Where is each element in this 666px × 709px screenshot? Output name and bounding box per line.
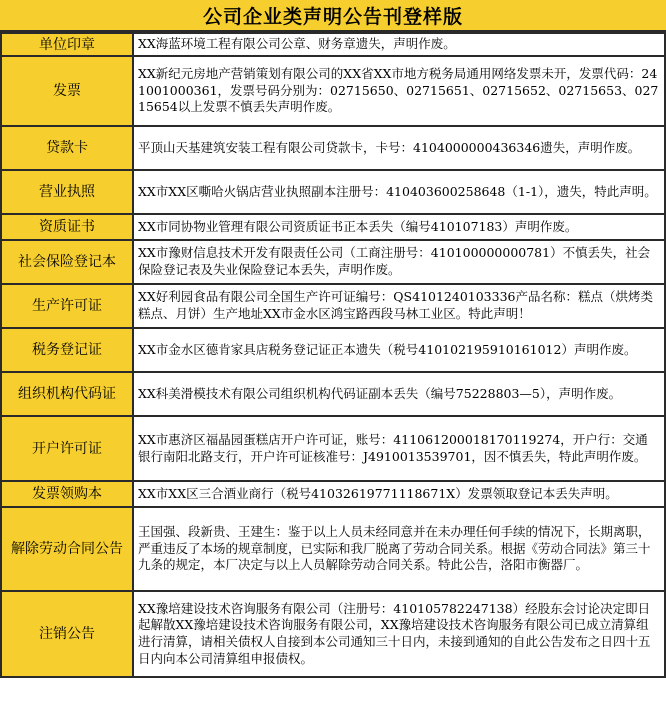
- page-title: 公司企业类声明公告刊登样版: [202, 5, 463, 28]
- notice-text-cell: XX市同协物业管理有限公司资质证书正本丢失（编号410107183）声明作废。: [133, 214, 665, 240]
- notice-text-cell: XX市XX区三合酒业商行（税号41032619771118671X）发票领取登记本丢失声明。: [133, 481, 665, 507]
- table-row: [1, 507, 665, 591]
- notice-table: [0, 32, 666, 678]
- table-row: [1, 416, 665, 481]
- category-cell: 税务登记证: [1, 328, 133, 372]
- table-row: [1, 284, 665, 328]
- category-cell: 发票: [1, 56, 133, 126]
- table-row: [1, 481, 665, 507]
- notice-text-cell: XX市惠济区福晶园蛋糕店开户许可证，账号：41106120001817011927​4，开户行：交通银行南阳北路支行，开户许可证核准号：J4910013539701，因不慎丢失，特此声明作废。: [133, 416, 665, 481]
- category-cell: 营业执照: [1, 170, 133, 214]
- notice-text-cell: XX豫培建设技术咨询服务有限公司（注册号：410105782247138）经股东会讨论决定即日起解散XX豫培建设技术咨询服务有限公司，XX豫培建设技术咨询服务有限公司已成立清算组进行清算，请相关债权人自接到本公司通知三十日内，未接到通知的自此公告发布之日四十五日内向本公司清算组申报债权。: [133, 591, 665, 677]
- table-row: [1, 591, 665, 677]
- category-cell: 社会保险登记本: [1, 240, 133, 284]
- table-row: [1, 240, 665, 284]
- table-row: [1, 372, 665, 416]
- category-cell: 注销公告: [1, 591, 133, 677]
- notice-text-cell: XX市金水区德肯家具店税务登记证正本遗失（税号410102195910161012）声明作废。: [133, 328, 665, 372]
- table-row: [1, 33, 665, 56]
- notice-text-cell: XX市豫财信息技术开发有限责任公司（工商注册号：410100000000781）不慎丢失，社会保险登记表及失业保险登记本丢失，声明作废。: [133, 240, 665, 284]
- table-row: [1, 126, 665, 170]
- category-cell: 解除劳动合同公告: [1, 507, 133, 591]
- table-row: [1, 56, 665, 126]
- notice-text-cell: 王国强、段新贵、王建生：鉴于以上人员未经同意并在未办理任何手续的情况下，长期离职，严重违反了本场的规章制度，已实际和我厂脱离了劳动合同关系。根据《劳动合同法》第三十九条的规定，本厂决定与以上人员解除劳动合同关系。特此公告，洛阳市衡器厂。: [133, 507, 665, 591]
- notice-text-cell: XX科美滑模技术有限公司组织机构代码证副本丢失（编号75228803—5），声明作废。: [133, 372, 665, 416]
- notice-text-cell: 平顶山天基建筑安装工程有限公司贷款卡，卡号：4104000000436346遗失，声明作废。: [133, 126, 665, 170]
- title-bar: [0, 0, 666, 32]
- table-row: [1, 328, 665, 372]
- category-cell: 贷款卡: [1, 126, 133, 170]
- notice-text-cell: XX好利园食品有限公司全国生产许可证编号：QS4101240103336产品名称：糕点（烘烤类糕点、月饼）生产地址XX市金水区鸿宝路西段马林工业区。特此声明！: [133, 284, 665, 328]
- notice-text-cell: XX市XX区嘶哈火锅店营业执照副本注册号：410403600258648（1-1），遗失，特此声明。: [133, 170, 665, 214]
- category-cell: 生产许可证: [1, 284, 133, 328]
- table-row: [1, 170, 665, 214]
- notice-text-cell: XX新纪元房地产营销策划有限公司的XX省XX市地方税务局通用网络发票未开，发票代码：241001000361，发票号码分别为：02715650、02715651、02715652、02715653、02715654以上发票不慎丢失声明作废。: [133, 56, 665, 126]
- notice-text-cell: XX海蓝环境工程有限公司公章、财务章遗失，声明作废。: [133, 33, 665, 56]
- category-cell: 资质证书: [1, 214, 133, 240]
- table-row: [1, 214, 665, 240]
- category-cell: 组织机构代码证: [1, 372, 133, 416]
- category-cell: 开户许可证: [1, 416, 133, 481]
- category-cell: 发票领购本: [1, 481, 133, 507]
- category-cell: 单位印章: [1, 33, 133, 56]
